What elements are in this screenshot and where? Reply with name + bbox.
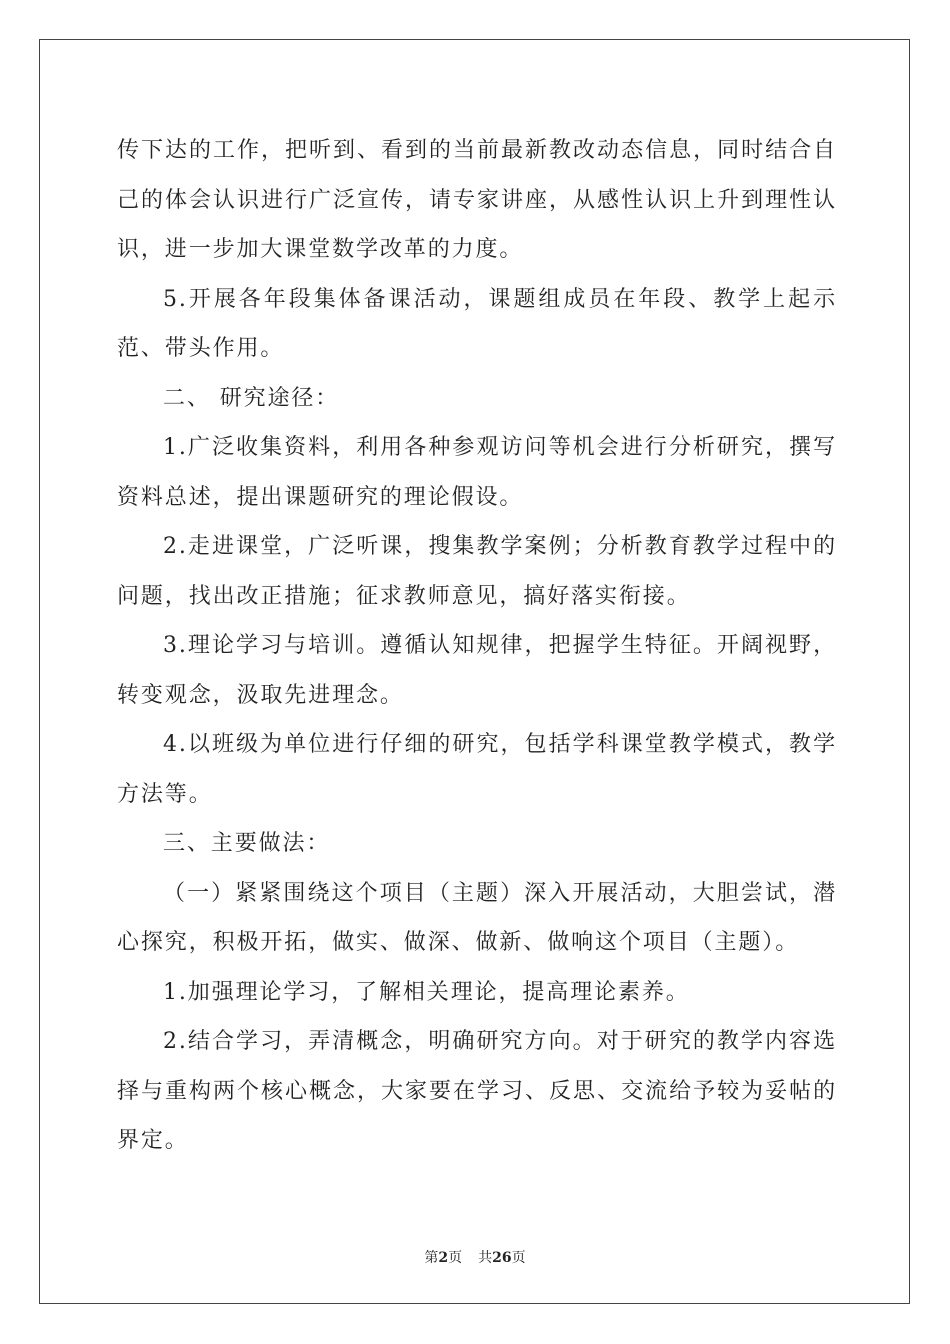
- paragraph: 3.理论学习与培训。遵循认知规律，把握学生特征。开阔视野，转变观念，汲取先进理念。: [117, 633, 837, 708]
- paragraph: （一）紧紧围绕这个项目（主题）深入开展活动，大胆尝试，潜心探究，积极开拓，做实、做深、做新、做响这个项目（主题）。: [117, 880, 837, 955]
- paragraph: 1.广泛收集资料，利用各种参观访问等机会进行分析研究，撰写资料总述，提出课题研究的理论假设。: [117, 435, 837, 510]
- paragraph: 5.开展各年段集体备课活动，课题组成员在年段、教学上起示范、带头作用。: [117, 286, 837, 361]
- paragraph: 4.以班级为单位进行仔细的研究，包括学科课堂教学模式，教学方法等。: [117, 732, 837, 807]
- total-pages: 26: [492, 1250, 512, 1266]
- section-heading: 三、主要做法：: [163, 831, 331, 856]
- page-suffix: 页: [448, 1250, 463, 1266]
- paragraph: 1.加强理论学习，了解相关理论，提高理论素养。: [163, 979, 690, 1005]
- page-footer: [0, 1247, 950, 1267]
- total-suffix: 页: [511, 1250, 526, 1266]
- paragraph: 传下达的工作，把听到、看到的当前最新教改动态信息，同时结合自己的体会认识进行广泛宣传，请专家讲座，从感性认识上升到理性认识，进一步加大课堂数学改革的力度。: [117, 138, 837, 262]
- page-number: 2: [438, 1250, 449, 1266]
- paragraph: 2.走进课堂，广泛听课，搜集教学案例；分析教育教学过程中的问题，找出改正措施；征求教师意见，搞好落实衔接。: [117, 534, 837, 609]
- paragraph: 2.结合学习，弄清概念，明确研究方向。对于研究的教学内容选择与重构两个核心概念，大家要在学习、反思、交流给予较为妥帖的界定。: [117, 1029, 837, 1153]
- document-body: [117, 126, 837, 1166]
- page-prefix: 第: [424, 1250, 439, 1266]
- total-prefix: 共: [478, 1250, 493, 1266]
- section-heading: 二、 研究途径：: [163, 385, 340, 411]
